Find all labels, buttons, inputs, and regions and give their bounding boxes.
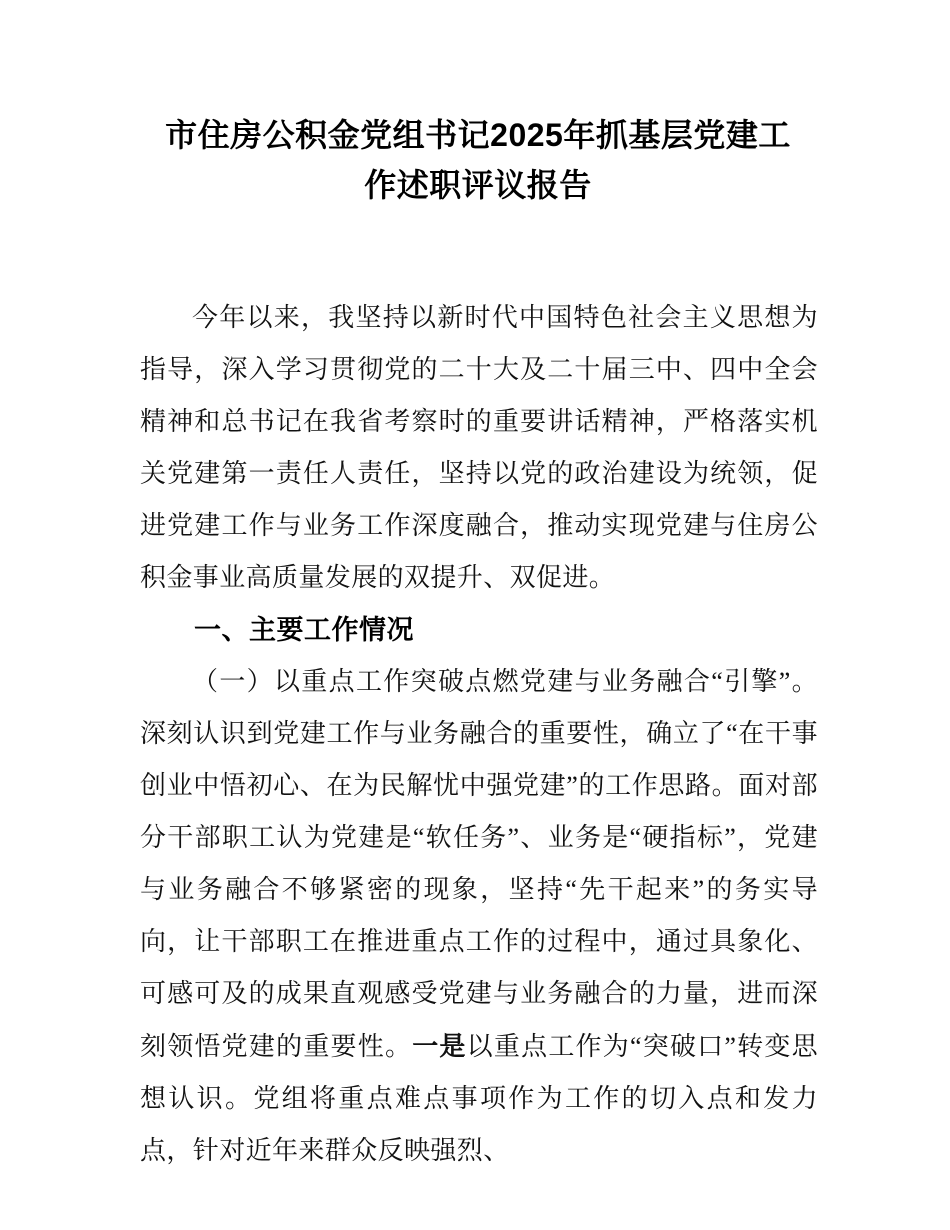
paragraph-section-one — [140, 656, 818, 1177]
page-title-line-2: 作述职评议报告 — [364, 167, 592, 203]
emphasis-yi-shi: 一是 — [412, 1031, 467, 1061]
page-title — [138, 110, 818, 210]
paragraph-opening: 今年以来，我坚持以新时代中国特色社会主义思想为指导，深入学习贯彻党的二十大及二十届三中、四中全会精神和总书记在我省考察时的重要讲话精神，严格落实机关党建第一责任人责任，坚持以党的政治建设为统领，促进党建工作与业务工作深度融合，推动实现党建与住房公积金事业高质量发展的双提升、双促进。 — [140, 303, 818, 592]
paragraph-section-one-text-a: （一）以重点工作突破点燃党建与业务融合“引擎”。深刻认识到党建工作与业务融合的重要性，确立了“在干事创业中悟初心、在为民解忧中强党建”的工作思路。面对部分干部职工认为党建是“软任务”、业务是“硬指标”，党建与业务融合不够紧密的现象，坚持“先干起来”的务实导向，让干部职工在推进重点工作的过程中，通过具象化、可感可及的成果直观感受党建与业务融合的力量，进而深刻领悟党建的重要性。 — [140, 667, 818, 1061]
section-heading-main-work: 一、主要工作情况 — [194, 615, 414, 645]
paragraph-section-one-text-b: 以重点工作为“突破口”转变思想认识。党组将重点难点事项作为工作的切入点和发力点，针对近年来群众反映强烈、 — [140, 1032, 818, 1165]
document-body — [140, 292, 818, 1177]
page-title-line-1: 市住房公积金党组书记2025年抓基层党建工 — [165, 117, 791, 153]
